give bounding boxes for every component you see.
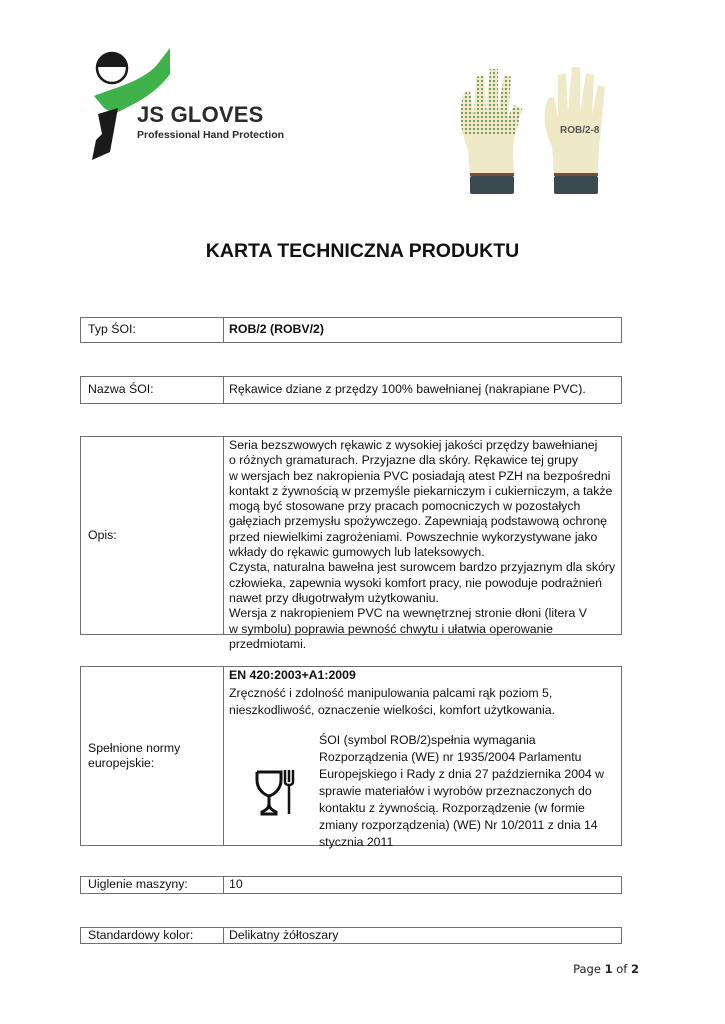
norm-standard-text: Zręczność i zdolność manipulowania palcami rąk poziom 5, nieszkodliwość, oznaczenie wielkości, komfort użytkowania.: [229, 686, 556, 718]
gauge-value: 10: [229, 877, 243, 892]
page-number: Page 1 of 2: [573, 962, 639, 976]
description-line: Czysta, naturalna bawełna jest surowcem bardzo przyjaznym dla skóry: [229, 560, 616, 575]
product-photo: [448, 55, 623, 220]
description-line: człowieka, zapewnia wysoki komfort pracy, nie powoduje podrażnień: [229, 575, 602, 590]
food-contact-line: zmiany rozporządzenia) (WE) Nr 10/2011 z dnia 14: [319, 818, 598, 833]
description-line: przed niewielkimi zagrożeniami. Powszechnie wykorzystywane jako: [229, 529, 598, 544]
food-contact-line: Rozporządzenia (WE) nr 1935/2004 Parlamentu: [319, 750, 582, 765]
norms-row: [80, 666, 622, 850]
document-title: KARTA TECHNICZNA PRODUKTU: [205, 240, 520, 262]
company-logo: [88, 44, 288, 164]
food-contact-line: ŚOI (symbol ROB/2)spełnia wymagania: [319, 733, 536, 748]
description-row: [80, 436, 622, 651]
name-label: Nazwa ŚOI:: [81, 377, 224, 403]
gloves-image-icon: [448, 55, 623, 220]
description-label: Opis:: [81, 437, 224, 634]
food-contact-line: stycznia 2011: [319, 835, 394, 850]
food-contact-line: kontaktu z żywnością. Rozporządzenie (w formie: [319, 801, 585, 816]
food-contact-line: Europejskiego i Rady z dnia 27 października 2004 w: [319, 767, 605, 782]
name-row: [80, 376, 622, 404]
gauge-row: [80, 876, 622, 894]
description-line: o różnych gramaturach. Przyjazne dla skóry. Rękawice tej grupy: [229, 453, 579, 468]
norms-label: Spełnione normy europejskie:: [81, 667, 224, 845]
description-line: nawet przy długotrwałym użytkowaniu.: [229, 590, 439, 605]
description-line: wkłady do rękawic gumowych lub lateksowych.: [229, 545, 485, 560]
description-line: Wersja z nakropieniem PVC na wewnętrznej stronie dłoni (litera V: [229, 606, 587, 621]
description-line: przedmiotami.: [229, 636, 307, 651]
description-line: w wersjach bez nakropienia PVC posiadają atest PZH na bezpośredni: [229, 468, 611, 483]
food-contact-line: sprawie materiałów i wyrobów przeznaczonych do: [319, 784, 592, 799]
type-row: [80, 317, 622, 343]
norm-standard: EN 420:2003+A1:2009: [229, 668, 356, 682]
description-line: w symbolu) poprawia pewność chwytu i ułatwia operowanie: [229, 621, 553, 636]
color-label: Standardowy kolor:: [81, 928, 224, 943]
food-contact-text: [319, 732, 616, 851]
color-value: Delikatny żółtoszary: [229, 927, 339, 942]
name-value: Rękawice dziane z przędzy 100% bawełnianej (nakrapiane PVC).: [229, 382, 586, 397]
glove-label-text: ROB/2-8: [560, 125, 600, 136]
description-line: Seria bezszwowych rękawic z wysokiej jakości przędzy bawełnianej: [229, 438, 598, 452]
food-contact-glass-fork-icon: [254, 768, 298, 816]
color-row: [80, 927, 622, 944]
description-line: kontakt z żywnością w przemyśle piekarniczym i cukierniczym, a także: [229, 483, 613, 498]
description-value: [224, 437, 621, 651]
type-value: ROB/2 (ROBV/2): [229, 322, 324, 337]
description-line: mogą być stosowane przy pracach pomocniczych w pozostałych: [229, 499, 581, 514]
brand-name: JS GLOVES: [137, 102, 264, 127]
food-contact-section: [229, 732, 616, 851]
type-label: Typ ŚOI:: [81, 318, 224, 342]
norms-value: [224, 667, 621, 850]
brand-tagline: Professional Hand Protection: [137, 129, 285, 141]
gauge-label: Uiglenie maszyny:: [81, 877, 224, 893]
description-line: gałęziach przemysłu spożywczego. Zapewniają podstawową ochronę: [229, 514, 607, 529]
